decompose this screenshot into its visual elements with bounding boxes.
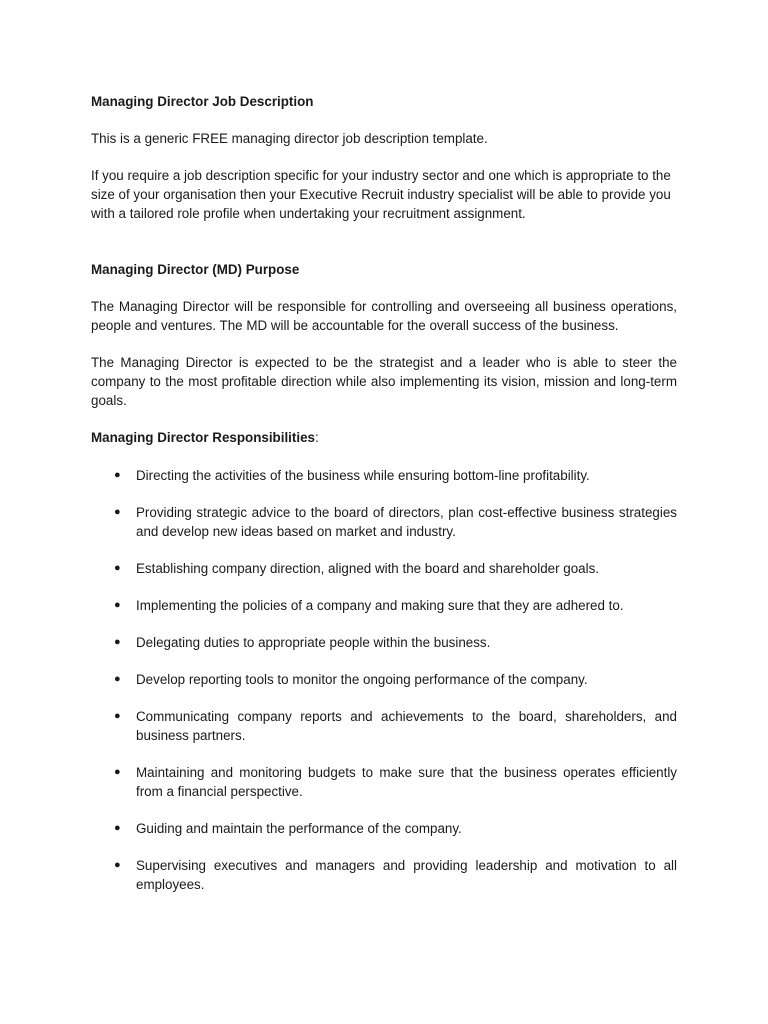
responsibilities-heading-colon: : [314, 430, 319, 445]
responsibilities-heading-line [91, 428, 677, 447]
bullet-icon: ● [114, 859, 121, 871]
list-item [91, 596, 677, 615]
intro-detail-paragraph: If you require a job description specific for your industry sector and one which is appropriate to the size of your organisation then your Executive Recruit industry specialist will be able to provide you with a tailored role profile when undertaking your recruitment assignment. [91, 168, 671, 221]
bullet-icon: ● [114, 766, 121, 778]
list-item-text: Directing the activities of the business while ensuring bottom-line profitability. [136, 468, 590, 483]
list-item-text: Providing strategic advice to the board of directors, plan cost-effective business strategies and develop new ideas based on market and industry. [136, 505, 677, 539]
purpose-paragraph-1: The Managing Director will be responsible for controlling and overseeing all business operations, people and ventures. The MD will be accountable for the overall success of the business. [91, 299, 677, 333]
list-item [91, 670, 677, 689]
list-item [91, 466, 677, 485]
list-item [91, 559, 677, 578]
intro-paragraph: This is a generic FREE managing director job description template. [91, 131, 488, 146]
bullet-icon: ● [114, 469, 121, 481]
list-item-text: Delegating duties to appropriate people within the business. [136, 635, 491, 650]
list-item [91, 503, 677, 541]
list-item [91, 856, 677, 894]
list-item-text: Establishing company direction, aligned with the board and shareholder goals. [136, 561, 600, 576]
purpose-heading: Managing Director (MD) Purpose [91, 262, 300, 277]
bullet-icon: ● [114, 822, 121, 834]
bullet-icon: ● [114, 673, 121, 685]
list-item-text: Supervising executives and managers and providing leadership and motivation to all employees. [136, 858, 677, 892]
list-item-text: Implementing the policies of a company and making sure that they are adhered to. [136, 598, 624, 613]
list-item [91, 707, 677, 745]
responsibilities-list [91, 466, 677, 894]
document-page [91, 92, 677, 894]
bullet-icon: ● [114, 599, 121, 611]
list-item [91, 633, 677, 652]
list-item-text: Develop reporting tools to monitor the ongoing performance of the company. [136, 672, 588, 687]
bullet-icon: ● [114, 506, 121, 518]
list-item [91, 819, 677, 838]
purpose-paragraph-2: The Managing Director is expected to be the strategist and a leader who is able to steer the company to the most profitable direction while also implementing its vision, mission and long-term goals. [91, 355, 677, 408]
list-item-text: Guiding and maintain the performance of the company. [136, 821, 462, 836]
responsibilities-heading: Managing Director Responsibilities [91, 430, 315, 445]
bullet-icon: ● [114, 710, 121, 722]
list-item-text: Maintaining and monitoring budgets to make sure that the business operates efficiently from a financial perspective. [136, 765, 677, 799]
list-item-text: Communicating company reports and achievements to the board, shareholders, and business partners. [136, 709, 677, 743]
bullet-icon: ● [114, 636, 121, 648]
list-item [91, 763, 677, 801]
bullet-icon: ● [114, 562, 121, 574]
document-title: Managing Director Job Description [91, 94, 314, 109]
